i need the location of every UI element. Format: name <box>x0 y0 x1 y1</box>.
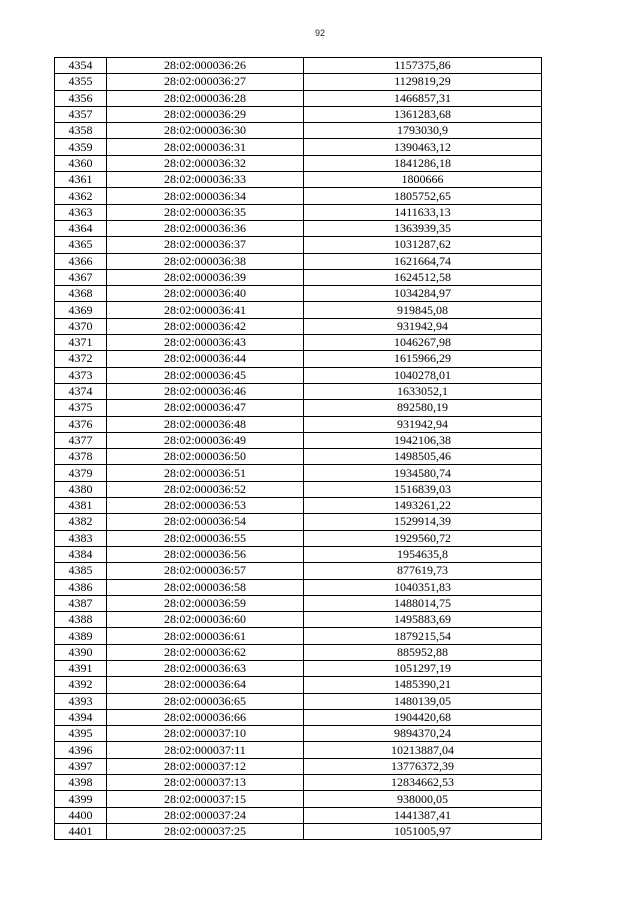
row-number-cell: 4369 <box>55 302 107 318</box>
value-cell: 1051297,19 <box>304 660 542 676</box>
cadastral-number-cell: 28:02:000036:54 <box>107 514 304 530</box>
row-number-cell: 4400 <box>55 807 107 823</box>
table-row <box>55 498 542 514</box>
cadastral-number-cell: 28:02:000036:43 <box>107 335 304 351</box>
cadastral-number-cell: 28:02:000036:42 <box>107 318 304 334</box>
cadastral-number-cell: 28:02:000037:24 <box>107 807 304 823</box>
value-cell: 1516839,03 <box>304 481 542 497</box>
row-number-cell: 4363 <box>55 204 107 220</box>
value-cell: 12834662,53 <box>304 775 542 791</box>
value-cell: 9894370,24 <box>304 726 542 742</box>
row-number-cell: 4399 <box>55 791 107 807</box>
table-row <box>55 514 542 530</box>
table-row <box>55 400 542 416</box>
cadastral-number-cell: 28:02:000036:65 <box>107 693 304 709</box>
table-row <box>55 318 542 334</box>
cadastral-number-cell: 28:02:000036:66 <box>107 709 304 725</box>
value-cell: 1157375,86 <box>304 58 542 74</box>
table-row <box>55 709 542 725</box>
row-number-cell: 4379 <box>55 465 107 481</box>
cadastral-number-cell: 28:02:000036:39 <box>107 269 304 285</box>
table-row <box>55 660 542 676</box>
value-cell: 877619,73 <box>304 563 542 579</box>
row-number-cell: 4362 <box>55 188 107 204</box>
cadastral-number-cell: 28:02:000036:49 <box>107 432 304 448</box>
value-cell: 1046267,98 <box>304 335 542 351</box>
cadastral-number-cell: 28:02:000036:41 <box>107 302 304 318</box>
table-row <box>55 106 542 122</box>
row-number-cell: 4385 <box>55 563 107 579</box>
cadastral-number-cell: 28:02:000037:15 <box>107 791 304 807</box>
cadastral-number-cell: 28:02:000036:53 <box>107 498 304 514</box>
table-row <box>55 432 542 448</box>
row-number-cell: 4384 <box>55 546 107 562</box>
table-row <box>55 579 542 595</box>
row-number-cell: 4368 <box>55 286 107 302</box>
cadastral-number-cell: 28:02:000036:45 <box>107 367 304 383</box>
row-number-cell: 4394 <box>55 709 107 725</box>
cadastral-number-cell: 28:02:000036:60 <box>107 612 304 628</box>
table-row <box>55 253 542 269</box>
cadastral-number-cell: 28:02:000036:32 <box>107 155 304 171</box>
row-number-cell: 4367 <box>55 269 107 285</box>
cadastral-number-cell: 28:02:000036:57 <box>107 563 304 579</box>
table-row <box>55 775 542 791</box>
row-number-cell: 4401 <box>55 823 107 839</box>
row-number-cell: 4373 <box>55 367 107 383</box>
row-number-cell: 4382 <box>55 514 107 530</box>
cadastral-number-cell: 28:02:000036:46 <box>107 383 304 399</box>
row-number-cell: 4378 <box>55 449 107 465</box>
table-row <box>55 546 542 562</box>
cadastral-number-cell: 28:02:000037:11 <box>107 742 304 758</box>
table-row <box>55 628 542 644</box>
value-cell: 1493261,22 <box>304 498 542 514</box>
value-cell: 10213887,04 <box>304 742 542 758</box>
value-cell: 1621664,74 <box>304 253 542 269</box>
value-cell: 1390463,12 <box>304 139 542 155</box>
table-row <box>55 742 542 758</box>
cadastral-number-cell: 28:02:000036:34 <box>107 188 304 204</box>
value-cell: 1498505,46 <box>304 449 542 465</box>
value-cell: 1441387,41 <box>304 807 542 823</box>
row-number-cell: 4360 <box>55 155 107 171</box>
row-number-cell: 4396 <box>55 742 107 758</box>
value-cell: 1529914,39 <box>304 514 542 530</box>
value-cell: 1793030,9 <box>304 123 542 139</box>
row-number-cell: 4365 <box>55 237 107 253</box>
row-number-cell: 4375 <box>55 400 107 416</box>
row-number-cell: 4390 <box>55 644 107 660</box>
table-row <box>55 204 542 220</box>
cadastral-number-cell: 28:02:000037:25 <box>107 823 304 839</box>
row-number-cell: 4388 <box>55 612 107 628</box>
value-cell: 1904420,68 <box>304 709 542 725</box>
cadastral-number-cell: 28:02:000036:63 <box>107 660 304 676</box>
row-number-cell: 4387 <box>55 595 107 611</box>
value-cell: 885952,88 <box>304 644 542 660</box>
cadastral-number-cell: 28:02:000036:62 <box>107 644 304 660</box>
cadastral-number-cell: 28:02:000036:36 <box>107 220 304 236</box>
row-number-cell: 4389 <box>55 628 107 644</box>
value-cell: 931942,94 <box>304 416 542 432</box>
value-cell: 1615966,29 <box>304 351 542 367</box>
value-cell: 1031287,62 <box>304 237 542 253</box>
cadastral-number-cell: 28:02:000036:51 <box>107 465 304 481</box>
row-number-cell: 4355 <box>55 74 107 90</box>
cadastral-number-cell: 28:02:000036:30 <box>107 123 304 139</box>
cadastral-number-cell: 28:02:000036:29 <box>107 106 304 122</box>
table-row <box>55 58 542 74</box>
row-number-cell: 4376 <box>55 416 107 432</box>
row-number-cell: 4395 <box>55 726 107 742</box>
table-row <box>55 677 542 693</box>
table-row <box>55 351 542 367</box>
table-row <box>55 823 542 839</box>
value-cell: 931942,94 <box>304 318 542 334</box>
cadastral-number-cell: 28:02:000036:64 <box>107 677 304 693</box>
value-cell: 1954635,8 <box>304 546 542 562</box>
table-row <box>55 237 542 253</box>
table-row <box>55 335 542 351</box>
table-row <box>55 139 542 155</box>
row-number-cell: 4364 <box>55 220 107 236</box>
value-cell: 1411633,13 <box>304 204 542 220</box>
value-cell: 1363939,35 <box>304 220 542 236</box>
row-number-cell: 4398 <box>55 775 107 791</box>
value-cell: 892580,19 <box>304 400 542 416</box>
table-row <box>55 302 542 318</box>
table-row <box>55 791 542 807</box>
table-row <box>55 74 542 90</box>
cadastral-number-cell: 28:02:000036:40 <box>107 286 304 302</box>
row-number-cell: 4391 <box>55 660 107 676</box>
value-cell: 1633052,1 <box>304 383 542 399</box>
row-number-cell: 4392 <box>55 677 107 693</box>
value-cell: 1034284,97 <box>304 286 542 302</box>
cadastral-number-cell: 28:02:000036:44 <box>107 351 304 367</box>
value-cell: 1361283,68 <box>304 106 542 122</box>
table-row <box>55 481 542 497</box>
cadastral-number-cell: 28:02:000037:13 <box>107 775 304 791</box>
row-number-cell: 4381 <box>55 498 107 514</box>
row-number-cell: 4380 <box>55 481 107 497</box>
table-row <box>55 465 542 481</box>
table-row <box>55 644 542 660</box>
table-row <box>55 155 542 171</box>
value-cell: 1040351,83 <box>304 579 542 595</box>
table-row <box>55 416 542 432</box>
cadastral-number-cell: 28:02:000036:59 <box>107 595 304 611</box>
value-cell: 919845,08 <box>304 302 542 318</box>
value-cell: 1805752,65 <box>304 188 542 204</box>
cadastral-number-cell: 28:02:000036:61 <box>107 628 304 644</box>
table-row <box>55 188 542 204</box>
row-number-cell: 4397 <box>55 758 107 774</box>
table-row <box>55 726 542 742</box>
row-number-cell: 4371 <box>55 335 107 351</box>
table-row <box>55 449 542 465</box>
value-cell: 1624512,58 <box>304 269 542 285</box>
row-number-cell: 4358 <box>55 123 107 139</box>
value-cell: 1495883,69 <box>304 612 542 628</box>
value-cell: 13776372,39 <box>304 758 542 774</box>
cadastral-number-cell: 28:02:000036:27 <box>107 74 304 90</box>
value-cell: 1480139,05 <box>304 693 542 709</box>
value-cell: 1942106,38 <box>304 432 542 448</box>
table-row <box>55 530 542 546</box>
row-number-cell: 4359 <box>55 139 107 155</box>
value-cell: 1466857,31 <box>304 90 542 106</box>
table-row <box>55 758 542 774</box>
cadastral-number-cell: 28:02:000036:37 <box>107 237 304 253</box>
table-row <box>55 563 542 579</box>
cadastral-number-cell: 28:02:000036:26 <box>107 58 304 74</box>
row-number-cell: 4361 <box>55 172 107 188</box>
cadastral-number-cell: 28:02:000037:12 <box>107 758 304 774</box>
row-number-cell: 4377 <box>55 432 107 448</box>
table-row <box>55 220 542 236</box>
cadastral-number-cell: 28:02:000036:58 <box>107 579 304 595</box>
data-table <box>54 57 542 840</box>
cadastral-number-cell: 28:02:000037:10 <box>107 726 304 742</box>
value-cell: 1488014,75 <box>304 595 542 611</box>
table-row <box>55 90 542 106</box>
cadastral-number-cell: 28:02:000036:55 <box>107 530 304 546</box>
table-body <box>55 58 542 840</box>
table-row <box>55 693 542 709</box>
row-number-cell: 4370 <box>55 318 107 334</box>
table-row <box>55 807 542 823</box>
cadastral-number-cell: 28:02:000036:56 <box>107 546 304 562</box>
table-row <box>55 612 542 628</box>
value-cell: 1800666 <box>304 172 542 188</box>
cadastral-number-cell: 28:02:000036:48 <box>107 416 304 432</box>
row-number-cell: 4356 <box>55 90 107 106</box>
value-cell: 1879215,54 <box>304 628 542 644</box>
row-number-cell: 4366 <box>55 253 107 269</box>
table-row <box>55 269 542 285</box>
cadastral-number-cell: 28:02:000036:38 <box>107 253 304 269</box>
value-cell: 1040278,01 <box>304 367 542 383</box>
value-cell: 1051005,97 <box>304 823 542 839</box>
row-number-cell: 4374 <box>55 383 107 399</box>
table-row <box>55 172 542 188</box>
table-row <box>55 123 542 139</box>
table-row <box>55 286 542 302</box>
cadastral-number-cell: 28:02:000036:31 <box>107 139 304 155</box>
cadastral-number-cell: 28:02:000036:28 <box>107 90 304 106</box>
cadastral-number-cell: 28:02:000036:33 <box>107 172 304 188</box>
value-cell: 1929560,72 <box>304 530 542 546</box>
cadastral-number-cell: 28:02:000036:52 <box>107 481 304 497</box>
row-number-cell: 4393 <box>55 693 107 709</box>
row-number-cell: 4354 <box>55 58 107 74</box>
row-number-cell: 4383 <box>55 530 107 546</box>
value-cell: 1485390,21 <box>304 677 542 693</box>
table-row <box>55 595 542 611</box>
page-number: 92 <box>314 28 325 38</box>
cadastral-number-cell: 28:02:000036:47 <box>107 400 304 416</box>
table-row <box>55 367 542 383</box>
cadastral-number-cell: 28:02:000036:50 <box>107 449 304 465</box>
table-row <box>55 383 542 399</box>
value-cell: 1841286,18 <box>304 155 542 171</box>
value-cell: 938000,05 <box>304 791 542 807</box>
value-cell: 1129819,29 <box>304 74 542 90</box>
row-number-cell: 4386 <box>55 579 107 595</box>
row-number-cell: 4372 <box>55 351 107 367</box>
value-cell: 1934580,74 <box>304 465 542 481</box>
row-number-cell: 4357 <box>55 106 107 122</box>
cadastral-number-cell: 28:02:000036:35 <box>107 204 304 220</box>
